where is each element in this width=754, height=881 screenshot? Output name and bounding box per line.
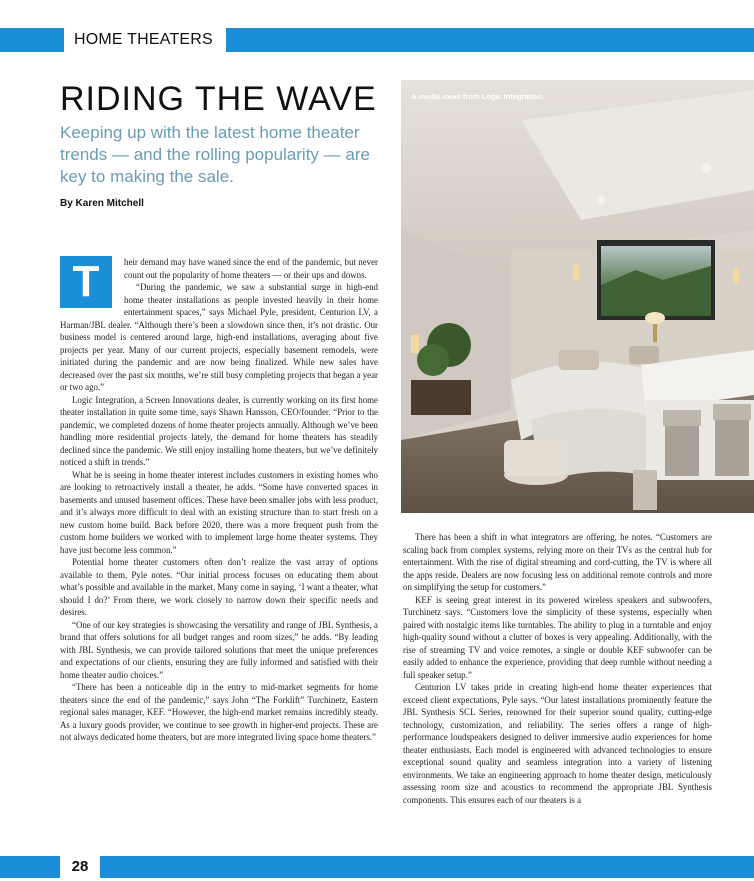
photo-caption: A media room from Logic Integration. <box>411 92 545 101</box>
headline: RIDING THE WAVE <box>60 80 377 118</box>
byline: By Karen Mitchell <box>60 198 144 209</box>
footer-bar <box>0 856 754 878</box>
paragraph: There has been a shift in what integrators are offering, he notes. “Customers are scaling back from complex systems, relying more on their TVs as the central hub for entertainment. With the rise of digital streaming and cord-cutting, the TV is where all the apps reside. Dealers are now focusing less on additional remote controls and more on simplifying the setup for customers.” <box>403 532 712 592</box>
deck: Keeping up with the latest home theater trends — and the rolling popularity — are key to making the sale. <box>60 123 370 186</box>
paragraph: Potential home theater customers often don’t realize the vast array of options available to them, Pyle notes. “Our initial process focuses on educating them about what’s possible and available in the market. Many come in saying, ‘I want a theater, what should I do?’ From there, we work closely to narrow down their specific needs and desires. <box>60 557 378 617</box>
media-room-photo <box>401 80 754 513</box>
body-column-left <box>60 256 378 744</box>
paragraph: “There has been a noticeable dip in the entry to mid-market segments for home theaters since the end of the pandemic,” says John “The Forklift” Turchinetz, Eastern regional sales manager, KEF. “However, the high-end market remains incredibly steady. As a luxury goods provider, we continue to see growth in higher-end projects. These are not always dedicated home theaters, but are more integrated living space home theaters.” <box>60 682 378 742</box>
paragraph: “During the pandemic, we saw a substantial surge in high-end home theater installations as people invested heavily in their home entertainment spaces,” says Michael Pyle, president, Centurion LV, a Harman/JBL dealer. “Although there’s been a slowdown since then, it’s not drastic. Our business model is centered around large, high-end installations, averaging about five projects per year. Many of our current projects, especially basement remodels, were initiated during the pandemic and are now being finalized. While new sales have decreased over the past six months, we’re still busy completing projects that began a year or two ago.” <box>60 282 378 392</box>
body-column-right <box>403 531 712 806</box>
paragraph: KEF is seeing great interest in its powered wireless speakers and subwoofers, Turchinetz says. “Customers love the simplicity of these systems, especially when paired with nostalgic items like turntables. The ability to plug in a turntable and enjoy high-quality sound without a clutter of boxes is very appealing. Additionally, with the rise of streaming TV and voice remotes, a single or double KEF subwoofer can be easily added to enhance the experience, providing that deep rumble without needing a full speaker setup.” <box>403 594 712 680</box>
paragraph: What he is seeing in home theater interest includes customers in existing homes who are looking to retroactively install a theater, he adds. “Some have converted spaces in basements and unused basement offices. These have been smaller jobs with less product, and it’s always more difficult to deal with an existing structure than to start fresh on a new custom home build. Back before 2020, there was a more frequent push from the custom home builders we worked with to implement large home theater systems. They have just become less common.” <box>60 469 378 555</box>
page-number: 28 <box>60 856 100 878</box>
paragraph: “One of our key strategies is showcasing the versatility and range of JBL Synthesis, a brand that offers solutions for all budget ranges and room sizes,” he adds. “By leading with JBL Synthesis, we can provide tailored solutions that meet the unique preferences and expectations of our clients, ensuring they are fully informed and satisfied with their home theater audio choices.” <box>60 619 378 680</box>
media-room-illustration <box>401 80 754 513</box>
section-label: HOME THEATERS <box>64 28 226 52</box>
paragraph: Logic Integration, a Screen Innovations dealer, is currently working on its first home theater installation in quite some time, says Shawn Hansson, CEO/founder. “Prior to the pandemic, we completed dozens of home theater projects annually. Although we’ve been handling more residential projects lately, the demand for home theaters has steadily declined since the pandemic. We still enjoy installing home theaters, but we’ve definitely noticed a shift in trends.” <box>60 394 378 467</box>
paragraph: T heir demand may have waned since the end of the pandemic, but never count out the popularity of home theaters — or their ups and downs. <box>60 256 378 281</box>
drop-cap: T <box>60 256 112 308</box>
paragraph: Centurion LV takes pride in creating high-end home theater experiences that exceed client expectations, Pyle says. “Our latest installations prominently feature the JBL Synthesis SCL Series, renowned for their superior sound quality, cutting-edge technology, customization, and reliability. The series offers a range of high-performance loudspeakers designed to deliver immersive audio experiences for home theater enthusiasts. Each model is engineered with advanced technologies to ensure exceptional sound quality and seamless integration into a variety of listening environments. We take an engineering approach to home theater design, meticulously assessing room size and acoustics to recommend the appropriate JBL Synthesis components. This ensures each of our theaters is a <box>403 682 712 805</box>
